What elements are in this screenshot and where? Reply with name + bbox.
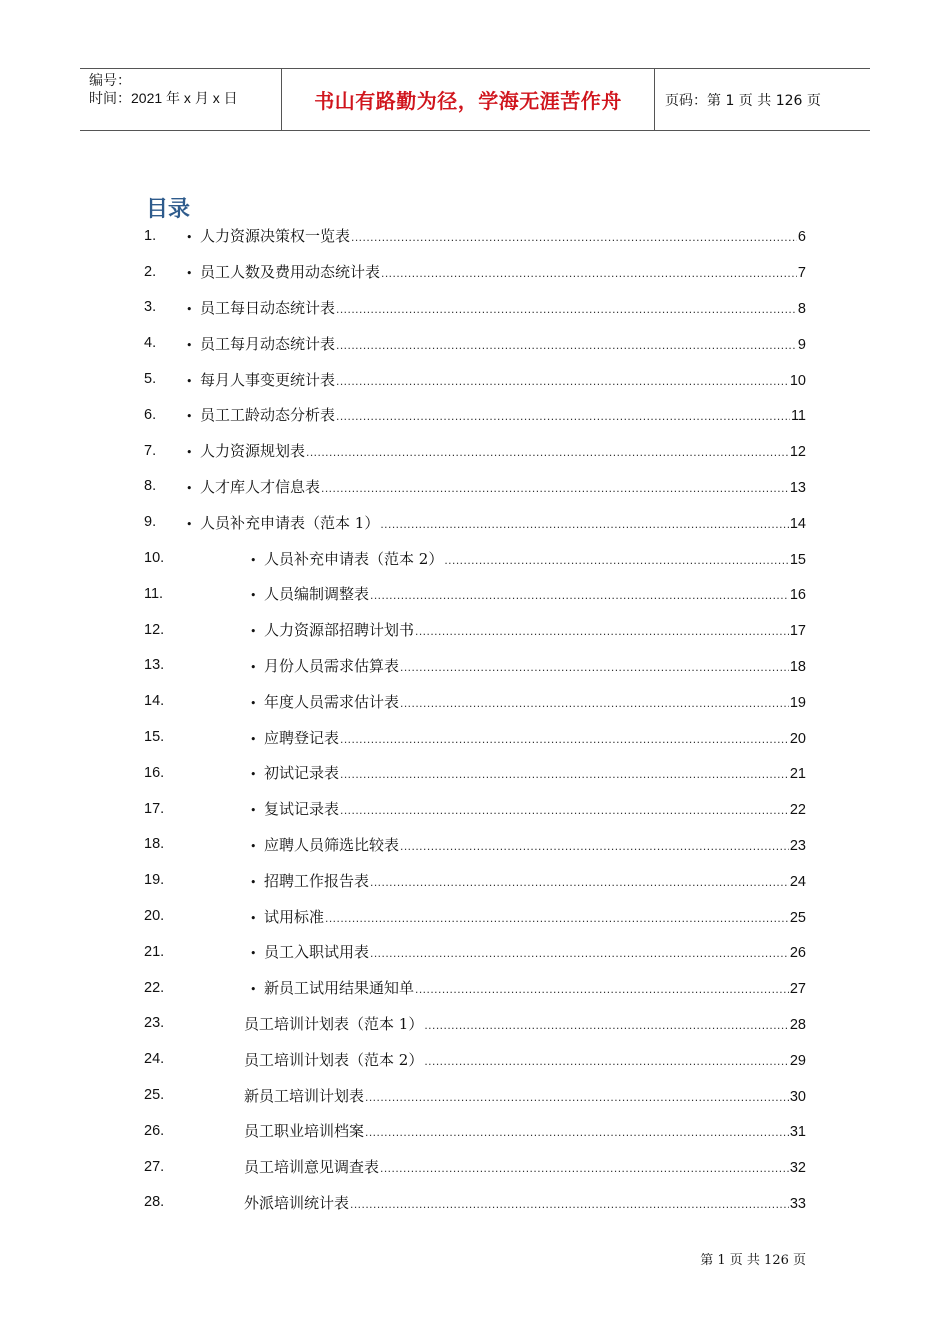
bullet-icon: •	[186, 338, 193, 352]
toc-item-page: 7	[797, 265, 806, 282]
toc-item-page: 24	[789, 873, 806, 890]
toc-item-entry	[186, 333, 806, 354]
toc-item[interactable]	[144, 1041, 806, 1077]
toc-item-label: 应聘人员筛选比较表	[264, 835, 400, 854]
toc-item[interactable]	[144, 576, 806, 612]
toc-item-label: 员工人数及费用动态统计表	[200, 263, 381, 282]
toc-item-page: 26	[789, 945, 806, 962]
toc-item-number: 26.	[144, 1122, 165, 1139]
bullet-icon: •	[186, 231, 193, 245]
toc-item-number: 12.	[144, 621, 165, 638]
toc-item-label: 外派培训统计表	[244, 1193, 350, 1212]
toc-item[interactable]	[144, 1077, 806, 1113]
toc-item-number: 27.	[144, 1158, 165, 1175]
dot-leader	[381, 266, 797, 280]
toc-item-number: 14.	[144, 693, 165, 710]
bullet-icon: •	[250, 732, 257, 746]
toc-item-label: 年度人员需求估计表	[264, 692, 400, 711]
dot-leader	[325, 911, 789, 925]
toc-item-label: 员工职业培训档案	[244, 1122, 365, 1141]
toc-item-number: 18.	[144, 836, 165, 853]
toc-item-label: 员工入职试用表	[264, 943, 370, 962]
toc-item[interactable]	[144, 361, 806, 397]
bullet-icon: •	[186, 446, 193, 460]
toc-item-entry	[244, 1085, 806, 1106]
dot-leader	[321, 481, 789, 495]
header-page-info: 页码：第 1 页 共 126 页	[665, 92, 821, 109]
toc-item-label: 人员编制调整表	[264, 585, 370, 604]
dot-leader	[400, 839, 789, 853]
table-of-contents	[144, 218, 806, 1220]
toc-item-number: 13.	[144, 657, 165, 674]
bullet-icon: •	[186, 302, 193, 316]
toc-item-page: 27	[789, 981, 806, 998]
bullet-icon: •	[250, 625, 257, 639]
toc-item[interactable]	[144, 433, 806, 469]
toc-item-entry	[250, 655, 806, 676]
toc-item-number: 1.	[144, 227, 157, 244]
dot-leader	[415, 624, 789, 638]
toc-item-page: 11	[790, 408, 806, 425]
toc-item[interactable]	[144, 1185, 806, 1221]
dot-leader	[336, 302, 797, 316]
toc-item-number: 28.	[144, 1194, 165, 1211]
toc-item[interactable]	[144, 469, 806, 505]
toc-item-page: 13	[789, 479, 806, 496]
bullet-icon: •	[186, 481, 193, 495]
toc-item[interactable]	[144, 540, 806, 576]
dot-leader	[336, 374, 789, 388]
header-motto: 书山有路勤为径，学海无涯苦作舟	[281, 69, 655, 130]
toc-item-entry	[186, 369, 806, 390]
toc-item[interactable]	[144, 934, 806, 970]
bullet-icon: •	[186, 517, 193, 531]
toc-item-entry	[186, 225, 806, 246]
toc-item-entry	[186, 440, 806, 461]
toc-item-label: 新员工试用结果通知单	[264, 979, 415, 998]
toc-item-label: 招聘工作报告表	[264, 871, 370, 890]
toc-item-page: 15	[789, 551, 806, 568]
toc-item-label: 初试记录表	[264, 764, 340, 783]
toc-item-number: 2.	[144, 263, 157, 280]
toc-item-entry	[186, 476, 806, 497]
toc-item-page: 30	[789, 1088, 806, 1105]
toc-item-page: 20	[789, 730, 806, 747]
toc-item-entry	[186, 297, 806, 318]
toc-item[interactable]	[144, 648, 806, 684]
dot-leader	[444, 553, 789, 567]
toc-item-page: 14	[789, 515, 806, 532]
toc-item-entry	[250, 548, 806, 569]
toc-item-page: 22	[789, 802, 806, 819]
toc-item[interactable]	[144, 827, 806, 863]
toc-item-number: 20.	[144, 908, 165, 925]
toc-item-page: 9	[797, 336, 806, 353]
toc-item-number: 15.	[144, 729, 165, 746]
toc-item-entry	[186, 512, 806, 533]
bullet-icon: •	[186, 374, 193, 388]
dot-leader	[380, 1161, 789, 1175]
bullet-icon: •	[250, 875, 257, 889]
toc-item[interactable]	[144, 970, 806, 1006]
toc-item-label: 月份人员需求估算表	[264, 656, 400, 675]
dot-leader	[336, 338, 797, 352]
dot-leader	[340, 767, 789, 781]
toc-title: 目录	[146, 197, 191, 222]
toc-item-entry	[186, 261, 806, 282]
toc-item-page: 17	[789, 623, 806, 640]
toc-item-label: 人员补充申请表（范本 2）	[264, 549, 444, 568]
toc-item-entry	[244, 1049, 806, 1070]
toc-item[interactable]	[144, 755, 806, 791]
dot-leader	[340, 732, 789, 746]
toc-item-entry	[250, 977, 806, 998]
toc-item-entry	[250, 691, 806, 712]
toc-item-number: 23.	[144, 1015, 165, 1032]
dot-leader	[365, 1090, 789, 1104]
toc-item-entry	[250, 906, 806, 927]
toc-item-number: 5.	[144, 371, 157, 388]
toc-item-number: 9.	[144, 514, 157, 531]
toc-item[interactable]	[144, 397, 806, 433]
toc-item-entry	[250, 941, 806, 962]
toc-item[interactable]	[144, 898, 806, 934]
bullet-icon: •	[186, 410, 193, 424]
dot-leader	[424, 1018, 789, 1032]
toc-item[interactable]	[144, 290, 806, 326]
toc-item-page: 6	[797, 229, 806, 246]
toc-item-label: 员工每日动态统计表	[200, 298, 336, 317]
toc-item-entry	[250, 762, 806, 783]
toc-item-page: 18	[789, 658, 806, 675]
toc-item-number: 25.	[144, 1087, 165, 1104]
toc-item[interactable]	[144, 254, 806, 290]
toc-item-label: 员工培训计划表（范本 1）	[244, 1014, 424, 1033]
page-footer: 第 1 页 共 126 页	[700, 1253, 806, 1268]
dot-leader	[400, 696, 789, 710]
bullet-icon: •	[250, 768, 257, 782]
dot-leader	[380, 517, 789, 531]
dot-leader	[370, 875, 789, 889]
toc-item-number: 24.	[144, 1051, 165, 1068]
toc-item-number: 10.	[144, 550, 165, 567]
toc-item-label: 每月人事变更统计表	[200, 370, 336, 389]
dot-leader	[424, 1054, 789, 1068]
bullet-icon: •	[250, 839, 257, 853]
toc-item[interactable]	[144, 1113, 806, 1149]
toc-item-entry	[250, 870, 806, 891]
toc-item-label: 新员工培训计划表	[244, 1086, 365, 1105]
dot-leader	[306, 445, 789, 459]
page-header	[80, 68, 870, 131]
toc-item-label: 人力资源部招聘计划书	[264, 621, 415, 640]
toc-item-page: 23	[789, 837, 806, 854]
toc-item-page: 28	[789, 1016, 806, 1033]
toc-item-entry	[244, 1120, 806, 1141]
header-time-label: 时间：2021 年 x 月 x 日	[89, 90, 238, 106]
toc-item[interactable]	[144, 719, 806, 755]
toc-item-label: 试用标准	[264, 907, 325, 926]
toc-item-label: 人力资源规划表	[200, 442, 306, 461]
toc-item-page: 19	[789, 694, 806, 711]
toc-item-entry	[250, 619, 806, 640]
toc-item-number: 7.	[144, 442, 157, 459]
toc-item-number: 6.	[144, 406, 157, 423]
toc-item-page: 8	[797, 300, 806, 317]
toc-item-page: 16	[789, 587, 806, 604]
toc-item-label: 员工每月动态统计表	[200, 334, 336, 353]
toc-item-label: 应聘登记表	[264, 728, 340, 747]
toc-item-page: 32	[789, 1160, 806, 1177]
bullet-icon: •	[250, 696, 257, 710]
toc-item[interactable]	[144, 791, 806, 827]
header-number-label: 编号：	[89, 72, 131, 88]
toc-item[interactable]	[144, 612, 806, 648]
toc-item[interactable]	[144, 683, 806, 719]
toc-item-entry	[186, 404, 806, 425]
dot-leader	[370, 946, 789, 960]
toc-item-entry	[250, 834, 806, 855]
dot-leader	[400, 660, 789, 674]
toc-item-page: 29	[789, 1052, 806, 1069]
toc-item-label: 员工工龄动态分析表	[200, 406, 336, 425]
bullet-icon: •	[250, 947, 257, 961]
toc-item-label: 人才库人才信息表	[200, 477, 321, 496]
toc-item-label: 人员补充申请表（范本 1）	[200, 513, 380, 532]
toc-item-label: 人力资源决策权一览表	[200, 227, 351, 246]
dot-leader	[340, 803, 789, 817]
bullet-icon: •	[250, 911, 257, 925]
toc-item-page: 25	[789, 909, 806, 926]
toc-item-number: 11.	[144, 585, 164, 602]
bullet-icon: •	[186, 267, 193, 281]
bullet-icon: •	[250, 804, 257, 818]
bullet-icon: •	[250, 660, 257, 674]
toc-item[interactable]	[144, 504, 806, 540]
toc-item[interactable]	[144, 218, 806, 254]
bullet-icon: •	[250, 589, 257, 603]
toc-item[interactable]	[144, 325, 806, 361]
bullet-icon: •	[250, 553, 257, 567]
dot-leader	[365, 1125, 789, 1139]
toc-item-page: 31	[789, 1124, 806, 1141]
dot-leader	[350, 1197, 789, 1211]
toc-item-entry	[250, 798, 806, 819]
toc-item-entry	[244, 1013, 806, 1034]
dot-leader	[370, 588, 789, 602]
toc-item-page: 10	[789, 372, 806, 389]
header-meta	[80, 69, 281, 130]
toc-item[interactable]	[144, 862, 806, 898]
dot-leader	[415, 982, 789, 996]
toc-item-number: 22.	[144, 979, 165, 996]
toc-item-entry	[250, 583, 806, 604]
toc-item-page: 21	[789, 766, 806, 783]
toc-item-label: 员工培训计划表（范本 2）	[244, 1050, 424, 1069]
toc-item[interactable]	[144, 1006, 806, 1042]
toc-item-number: 16.	[144, 764, 165, 781]
toc-item-entry	[244, 1156, 806, 1177]
toc-item-number: 4.	[144, 335, 157, 352]
toc-item-page: 12	[789, 444, 806, 461]
toc-item-page: 33	[789, 1195, 806, 1212]
toc-item-number: 17.	[144, 800, 165, 817]
toc-item-number: 8.	[144, 478, 157, 495]
toc-item-entry	[250, 727, 806, 748]
toc-item-label: 员工培训意见调查表	[244, 1158, 380, 1177]
toc-item-entry	[244, 1192, 806, 1213]
toc-item-number: 3.	[144, 299, 157, 316]
dot-leader	[336, 409, 790, 423]
toc-item[interactable]	[144, 1149, 806, 1185]
toc-item-number: 19.	[144, 872, 165, 889]
bullet-icon: •	[250, 983, 257, 997]
toc-item-number: 21.	[144, 943, 165, 960]
toc-item-label: 复试记录表	[264, 800, 340, 819]
dot-leader	[351, 230, 797, 244]
